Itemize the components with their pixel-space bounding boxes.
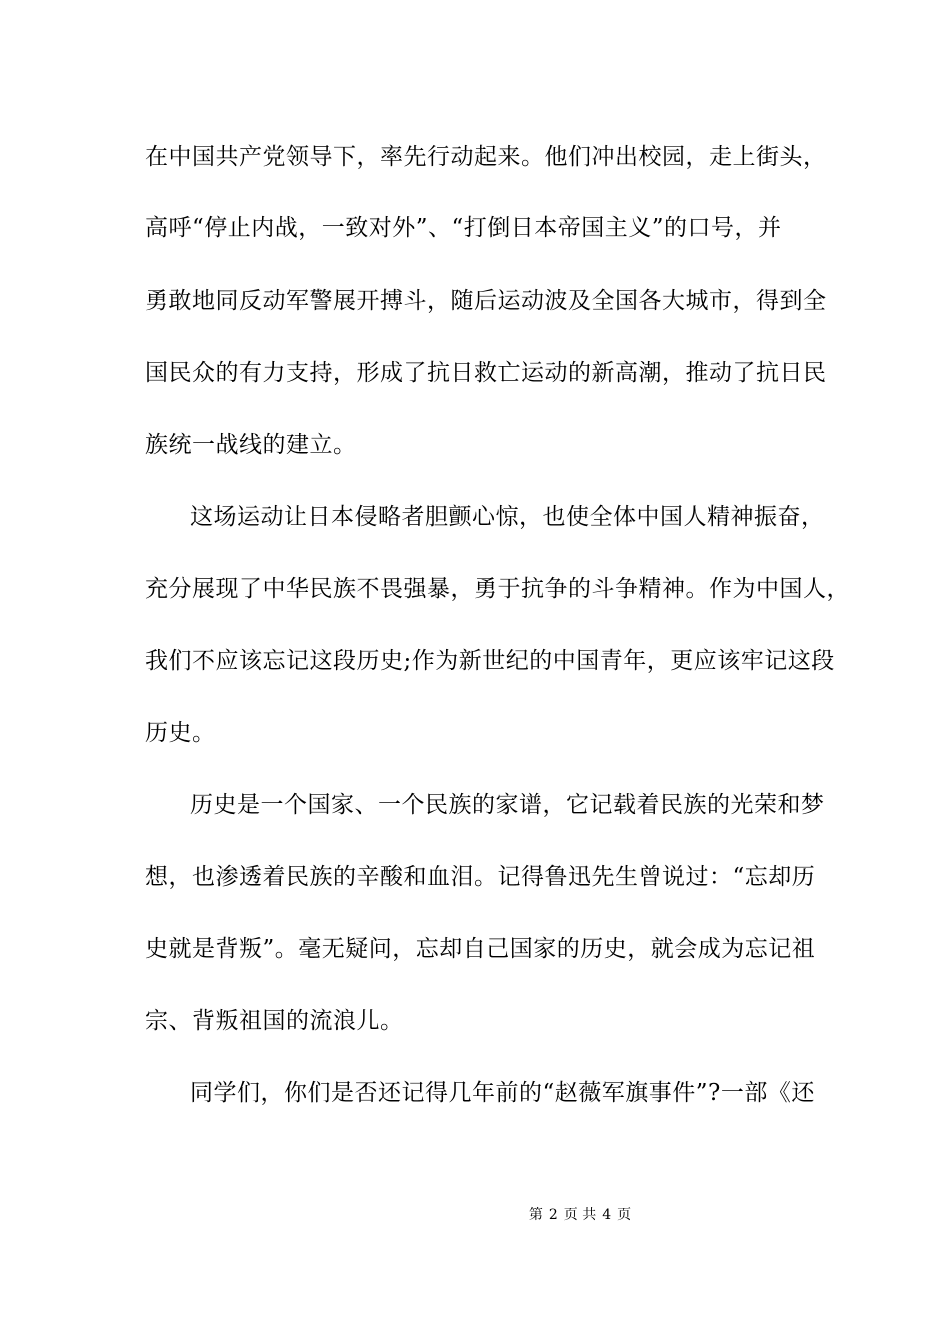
page-middle: 页 共 bbox=[563, 1207, 597, 1223]
page-suffix: 页 bbox=[617, 1207, 632, 1223]
page-footer bbox=[0, 1206, 950, 1224]
paragraph-1-line-4: 国民众的有力支持，形成了抗日救亡运动的新高潮，推动了抗日民 bbox=[145, 360, 827, 386]
paragraph-4-line-1: 同学们，你们是否还记得几年前的“赵薇军旗事件”?一部《还 bbox=[190, 1080, 815, 1106]
page-number bbox=[526, 1206, 634, 1224]
paragraph-1-line-1: 在中国共产党领导下，率先行动起来。他们冲出校园，走上街头， bbox=[145, 144, 827, 170]
paragraph-1-line-5: 族统一战线的建立。 bbox=[145, 432, 357, 458]
paragraph-3-line-2: 想，也渗透着民族的辛酸和血泪。记得鲁迅先生曾说过：“忘却历 bbox=[145, 864, 816, 890]
page-prefix: 第 bbox=[528, 1207, 543, 1223]
paragraph-3-line-3: 史就是背叛”。毫无疑问，忘却自己国家的历史，就会成为忘记祖 bbox=[145, 936, 816, 962]
total-pages: 4 bbox=[602, 1207, 612, 1223]
paragraph-2-line-1: 这场运动让日本侵略者胆颤心惊，也使全体中国人精神振奋， bbox=[190, 504, 825, 530]
paragraph-2-line-2: 充分展现了中华民族不畏强暴，勇于抗争的斗争精神。作为中国人， bbox=[145, 576, 850, 602]
paragraph-2-line-3: 我们不应该忘记这段历史;作为新世纪的中国青年，更应该牢记这段 bbox=[145, 648, 835, 674]
paragraph-1-line-2: 高呼“停止内战，一致对外”、“打倒日本帝国主义”的口号，并 bbox=[145, 215, 782, 241]
paragraph-2-line-4: 历史。 bbox=[145, 720, 216, 746]
paragraph-3-line-1: 历史是一个国家、一个民族的家谱，它记载着民族的光荣和梦 bbox=[190, 792, 825, 818]
paragraph-3-line-4: 宗、背叛祖国的流浪儿。 bbox=[145, 1008, 404, 1034]
current-page: 2 bbox=[548, 1207, 558, 1223]
paragraph-1-line-3: 勇敢地同反动军警展开搏斗，随后运动波及全国各大城市，得到全 bbox=[145, 288, 827, 314]
